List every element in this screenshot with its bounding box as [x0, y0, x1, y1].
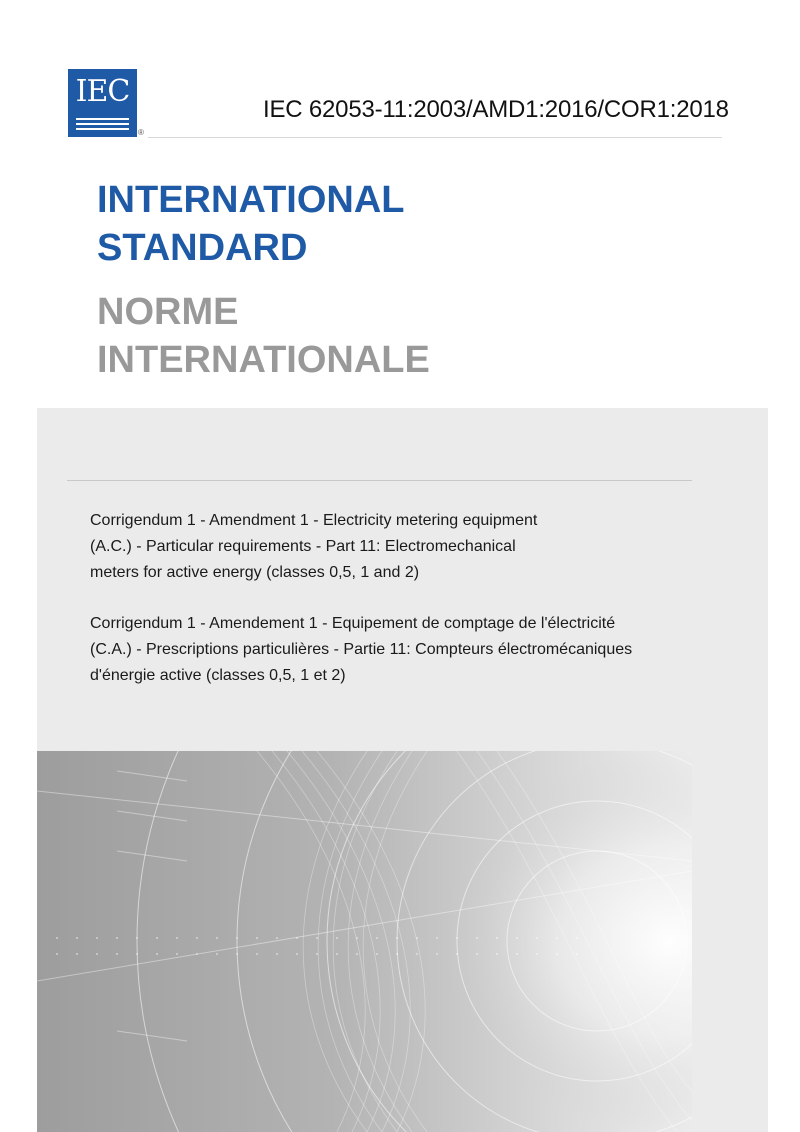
- title-english-line-2: STANDARD: [97, 227, 308, 269]
- title-french-line-2: INTERNATIONALE: [97, 339, 430, 381]
- description-french: [90, 611, 690, 689]
- description-english: [90, 508, 690, 586]
- description-english-line-2: (A.C.) - Particular requirements - Part 11: Electromechanical: [90, 538, 516, 555]
- title-english: [97, 176, 405, 272]
- title-french: [97, 288, 430, 384]
- description-english-line-3: meters for active energy (classes 0,5, 1 and 2): [90, 564, 420, 581]
- header-divider: [148, 137, 722, 138]
- description-french-line-1: Corrigendum 1 - Amendement 1 - Equipement de comptage de l'électricité: [90, 615, 616, 632]
- logo-lines-icon: [68, 115, 137, 135]
- abstract-arcs-icon: [37, 751, 692, 1132]
- title-english-line-1: INTERNATIONAL: [97, 179, 405, 221]
- title-french-line-1: NORME: [97, 291, 239, 333]
- iec-logo: [68, 69, 137, 137]
- document-code: IEC 62053-11:2003/AMD1:2016/COR1:2018: [263, 96, 729, 123]
- description-french-line-3: d'énergie active (classes 0,5, 1 et 2): [90, 667, 346, 684]
- description-french-line-2: (C.A.) - Prescriptions particulières - Partie 11: Compteurs électromécaniques: [90, 641, 633, 658]
- description-english-line-1: Corrigendum 1 - Amendment 1 - Electricity metering equipment: [90, 512, 538, 529]
- panel-divider: [67, 480, 692, 481]
- logo-text: IEC: [75, 74, 130, 109]
- registered-mark: ®: [138, 128, 144, 137]
- cover-artwork: [37, 751, 692, 1132]
